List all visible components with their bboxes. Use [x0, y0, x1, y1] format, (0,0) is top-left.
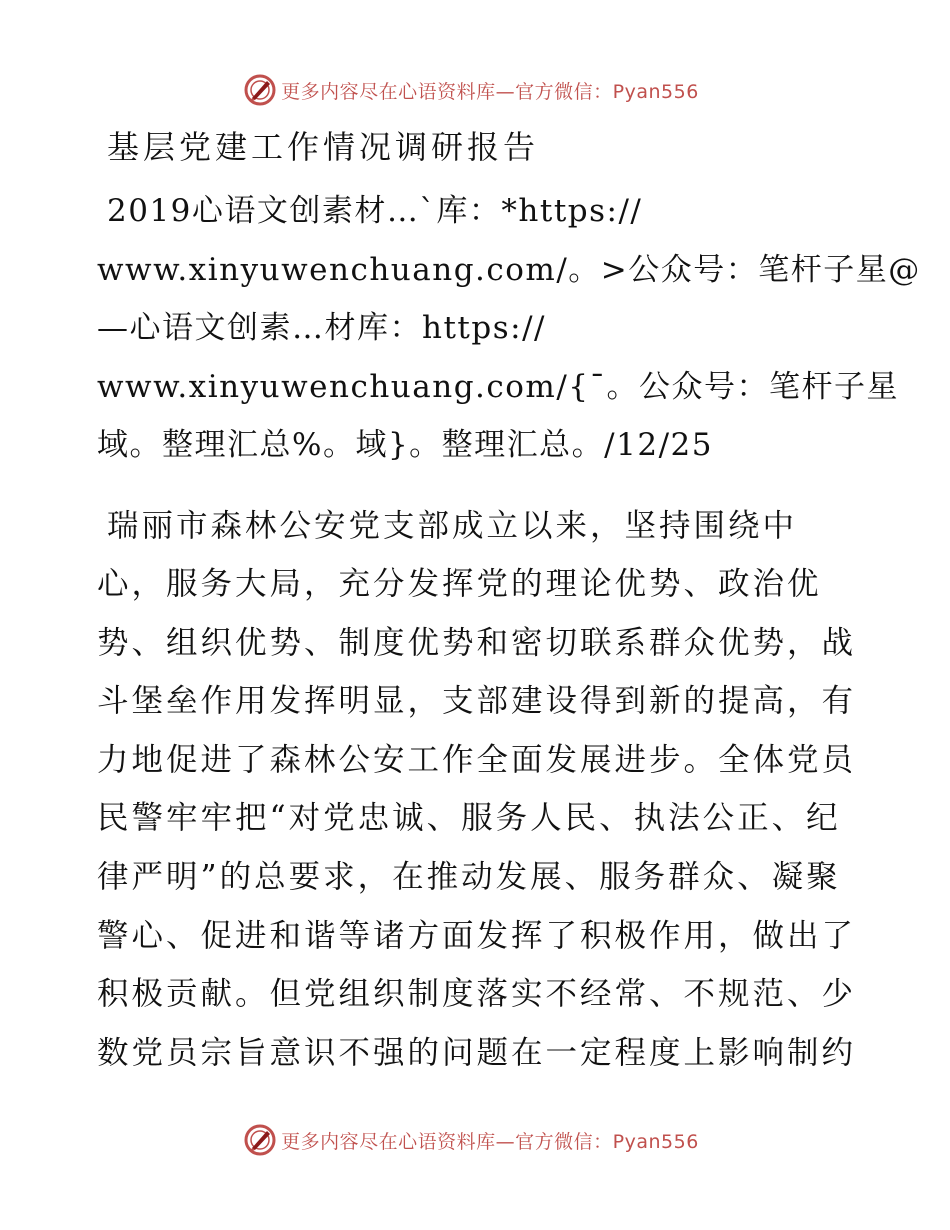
paragraph-line: 积极贡献。但党组织制度落实不经常、不规范、少	[97, 976, 857, 1013]
paragraph-line: 民警牢牢把“对党忠诚、服务人民、执法公正、纪	[97, 800, 841, 837]
source-line: www.xinyuwenchuang.com/{¯。公众号：笔杆子星	[97, 368, 899, 405]
banner-text: 更多内容尽在心语资料库—官方微信：Pyan556	[281, 80, 699, 103]
quill-seal-icon	[243, 1123, 277, 1157]
paragraph-line: 势、组织优势、制度优势和密切联系群众优势，战	[97, 624, 857, 661]
paragraph-line: 瑞丽市森林公安党支部成立以来，坚持围绕中	[107, 507, 798, 544]
header-banner	[0, 70, 950, 110]
paragraph-line: 力地促进了森林公安工作全面发展进步。全体党员	[97, 741, 857, 778]
paragraph-line: 警心、促进和谐等诸方面发挥了积极作用，做出了	[97, 917, 857, 954]
banner-text: 更多内容尽在心语资料库—官方微信：Pyan556	[281, 1130, 699, 1153]
body-paragraph	[97, 497, 857, 1083]
document-body	[97, 120, 921, 1082]
footer-banner	[0, 1120, 950, 1160]
paragraph-line: 斗堡垒作用发挥明显，支部建设得到新的提高，有	[97, 683, 857, 720]
source-line: 域。整理汇总%。域}。整理汇总。/12/25	[97, 427, 713, 463]
source-line: www.xinyuwenchuang.com/。>公众号：笔杆子星@	[97, 251, 921, 288]
source-info	[97, 182, 921, 475]
source-line: 2019心语文创素材…`库：*https://	[107, 193, 643, 229]
paragraph-line: 数党员宗旨意识不强的问题在一定程度上影响制约	[97, 1034, 857, 1071]
paragraph-line: 心，服务大局，充分发挥党的理论优势、政治优	[97, 566, 822, 603]
paragraph-line: 律严明”的总要求，在推动发展、服务群众、凝聚	[97, 859, 841, 896]
source-line: —心语文创素…材库：https://	[97, 310, 546, 346]
document-title: 基层党建工作情况调研报告	[107, 128, 540, 166]
quill-seal-icon	[243, 73, 277, 107]
